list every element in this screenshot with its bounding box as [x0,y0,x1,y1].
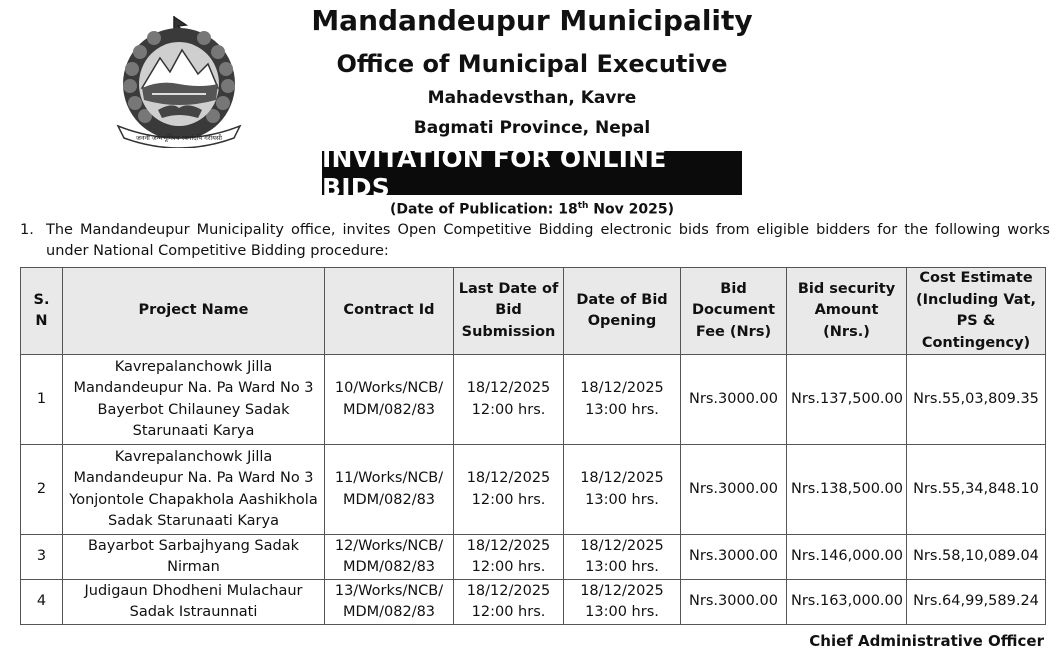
col-header-project: Project Name [63,268,325,355]
intro-text: The Mandandeupur Municipality office, invites Open Competitive Bidding electronic bids from eligible bidders for the following works under National Competitive Bidding procedure: [46,222,1050,259]
cell-project: Kavrepalanchowk Jilla Mandandeupur Na. Pa Ward No 3 Bayerbot Chilauney Sadak Starunaati Karya [63,355,325,445]
table-row [21,580,1046,625]
intro-paragraph [20,220,1050,262]
cell-opening: 18/12/2025 13:00 hrs. [564,445,681,535]
cell-security: Nrs.163,000.00 [787,580,907,625]
municipality-name: Mandandeupur Municipality [311,4,753,37]
cell-contract: 11/Works/NCB/ MDM/082/83 [325,445,454,535]
col-header-last-date: Last Date of Bid Submission [454,268,564,355]
col-header-estimate: Cost Estimate (Including Vat, PS & Contingency) [907,268,1046,355]
table-row [21,445,1046,535]
cell-security: Nrs.137,500.00 [787,355,907,445]
col-header-sn: S. N [21,268,63,355]
emblem-motto: जननी जन्मभूमिश्च स्वर्गादपि गरीयसी [136,134,222,142]
table-header-row [21,268,1046,355]
bids-table [20,267,1046,625]
col-header-contract: Contract Id [325,268,454,355]
cell-opening: 18/12/2025 13:00 hrs. [564,580,681,625]
intro-number: 1. [20,222,34,238]
cell-project: Kavrepalanchowk Jilla Mandandeupur Na. Pa Ward No 3 Yonjontole Chapakhola Aashikhola Sadak Starunaati Karya [63,445,325,535]
cell-fee: Nrs.3000.00 [681,580,787,625]
cell-fee: Nrs.3000.00 [681,535,787,580]
publication-suffix: Nov 2025) [588,201,675,218]
col-header-fee: Bid Document Fee (Nrs) [681,268,787,355]
cell-estimate: Nrs.55,34,848.10 [907,445,1046,535]
cell-last-date: 18/12/2025 12:00 hrs. [454,445,564,535]
publication-prefix: (Date of Publication: 18 [389,201,578,218]
cell-sn: 2 [21,445,63,535]
col-header-opening: Date of Bid Opening [564,268,681,355]
cell-sn: 3 [21,535,63,580]
cell-estimate: Nrs.58,10,089.04 [907,535,1046,580]
col-header-security: Bid security Amount (Nrs.) [787,268,907,355]
cell-contract: 13/Works/NCB/ MDM/082/83 [325,580,454,625]
cell-opening: 18/12/2025 13:00 hrs. [564,355,681,445]
office-name: Office of Municipal Executive [336,50,728,78]
cell-last-date: 18/12/2025 12:00 hrs. [454,535,564,580]
signoff-title: Chief Administrative Officer [809,632,1044,650]
cell-fee: Nrs.3000.00 [681,355,787,445]
cell-sn: 1 [21,355,63,445]
cell-estimate: Nrs.55,03,809.35 [907,355,1046,445]
publication-sup: th [577,201,589,211]
cell-last-date: 18/12/2025 12:00 hrs. [454,580,564,625]
table-row [21,535,1046,580]
cell-last-date: 18/12/2025 12:00 hrs. [454,355,564,445]
cell-contract: 12/Works/NCB/ MDM/082/83 [325,535,454,580]
cell-fee: Nrs.3000.00 [681,445,787,535]
cell-project: Bayarbot Sarbajhyang Sadak Nirman [63,535,325,580]
notice-title: INVITATION FOR ONLINE BIDS [322,151,742,195]
publication-date [0,201,1064,218]
table-row [21,355,1046,445]
office-location: Mahadevsthan, Kavre [427,88,637,108]
cell-project: Judigaun Dhodheni Mulachaur Sadak Istraunnati [63,580,325,625]
cell-security: Nrs.146,000.00 [787,535,907,580]
cell-contract: 10/Works/NCB/ MDM/082/83 [325,355,454,445]
cell-sn: 4 [21,580,63,625]
cell-estimate: Nrs.64,99,589.24 [907,580,1046,625]
cell-opening: 18/12/2025 13:00 hrs. [564,535,681,580]
cell-security: Nrs.138,500.00 [787,445,907,535]
province-name: Bagmati Province, Nepal [413,118,651,138]
